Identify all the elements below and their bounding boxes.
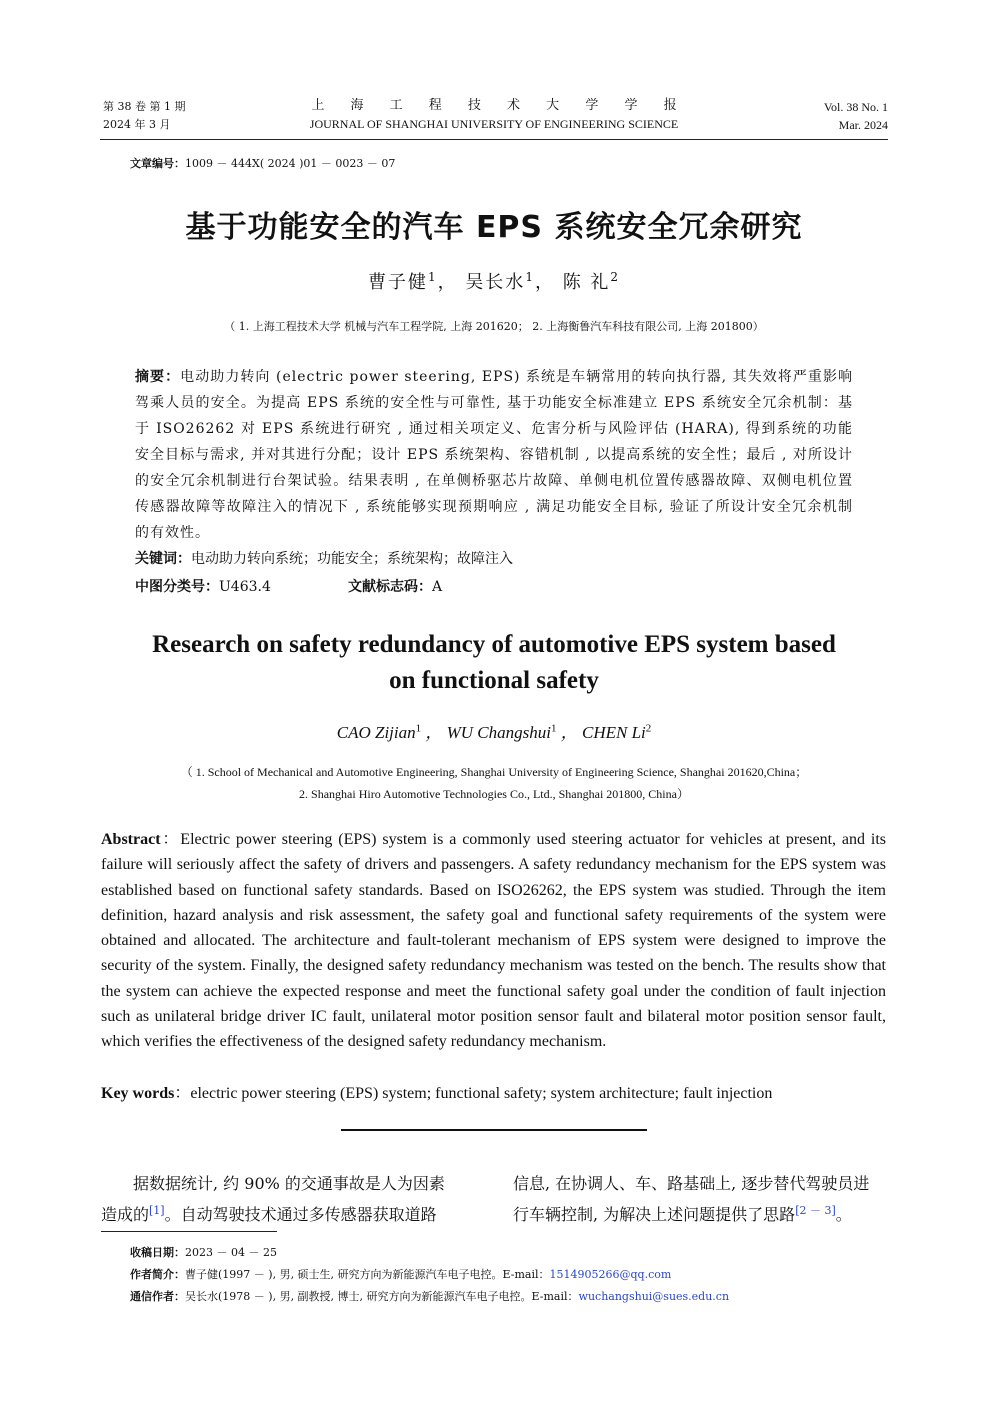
abstract-en bbox=[101, 827, 886, 1055]
footnote-rule bbox=[101, 1231, 277, 1232]
received-label: 收稿日期： bbox=[130, 1246, 185, 1259]
keywords-en-label: Key words bbox=[101, 1085, 175, 1102]
body-line bbox=[101, 1197, 475, 1228]
footnotes bbox=[130, 1242, 729, 1308]
author-cn-aff: 1 bbox=[427, 270, 438, 284]
affiliation-en-line: 2. Shanghai Hiro Automotive Technologies Co., Ltd., Shanghai 201800, China） bbox=[299, 787, 689, 801]
author-sep: ， bbox=[556, 723, 578, 742]
author-sep: ， bbox=[421, 723, 443, 742]
author-en-name: CAO Zijian bbox=[336, 723, 416, 742]
classification-line bbox=[135, 576, 443, 596]
journal-name-cn: 上 海 工 程 技 术 大 学 学 报 bbox=[311, 98, 688, 113]
date-en: Mar. 2024 bbox=[838, 118, 888, 132]
abstract-cn bbox=[135, 364, 853, 546]
keywords-cn-label: 关键词： bbox=[135, 551, 191, 567]
author-en-name: CHEN Li bbox=[581, 723, 646, 742]
header-right bbox=[824, 98, 888, 134]
date-cn: 2024 年 3 月 bbox=[103, 118, 171, 131]
journal-name-en: JOURNAL OF SHANGHAI UNIVERSITY OF ENGINEERING SCIENCE bbox=[309, 117, 679, 131]
citation-link[interactable]: [1] bbox=[149, 1204, 165, 1217]
author-en-name: WU Changshui bbox=[446, 723, 551, 742]
corresponding-email-link[interactable]: wuchangshui@sues.edu.cn bbox=[578, 1290, 730, 1303]
doc-code-value: A bbox=[432, 579, 443, 595]
body-text: 行车辆控制, 为解决上述问题提供了思路 bbox=[513, 1205, 796, 1224]
author-email-link[interactable]: 1514905266@qq.com bbox=[549, 1268, 672, 1281]
body-column-left bbox=[101, 1170, 475, 1228]
author-en-aff: 1 bbox=[415, 722, 422, 735]
section-divider bbox=[341, 1129, 647, 1131]
abstract-cn-label: 摘要： bbox=[135, 369, 181, 385]
author-cn-name: 陈 礼 bbox=[562, 272, 611, 293]
author-bio-label: 作者简介： bbox=[130, 1268, 185, 1281]
footnote-corresponding bbox=[130, 1286, 729, 1308]
keywords-en-colon: ： bbox=[174, 1085, 191, 1102]
abstract-en-colon: ： bbox=[160, 831, 181, 848]
body-column-right bbox=[513, 1170, 887, 1228]
corresponding-label: 通信作者： bbox=[130, 1290, 185, 1303]
affiliations-en bbox=[0, 761, 988, 805]
body-line: 信息, 在协调人、车、路基础上, 逐步替代驾驶员进 bbox=[513, 1174, 870, 1193]
author-sep: ， bbox=[437, 272, 458, 293]
author-cn-aff: 1 bbox=[525, 270, 535, 284]
authors-en bbox=[0, 718, 988, 743]
volume-en: Vol. 38 No. 1 bbox=[823, 100, 888, 114]
abstract-en-text: Electric power steering (EPS) system is a commonly used steering actuator for vehicles at present, and its failure will seriously affect the safety of drivers and passengers. A safety redundancy mechanism for the EPS system was established based on functional safety standards. Based on ISO26262, the EPS system was studied. Through the item definition, hazard analysis and risk assessment, the safety goal and functional safety requirements of the system were obtained and allocated. The architecture and fault-tolerant mechanism of EPS system were designed to improve the security of the system. Finally, the designed safety redundancy mechanism was tested on the bench. The results show that the system can achieve the expected response and meet the functional safety goal under the condition of fault injection such as unilateral bridge driver IC fault, unilateral motor position sensor fault and bilateral motor position sensor fault, which verifies the effectiveness of the designed safety redundancy mechanism. bbox=[101, 831, 886, 1051]
abstract-cn-text: 电动助力转向 (electric power steering, EPS) 系统是车辆常用的转向执行器, 其失效将严重影响驾乘人员的安全。为提高 EPS 系统的安全性与可靠性, 基于功能安全标准建立 EPS 系统安全冗余机制：基于 ISO26262 对 EPS 系统进行研究 , 通过相关项定义、危害分析与风险评估 (HARA), 得到系统的功能安全目标与需求, 并对其进行分配；设计 EPS 系统架构、容错机制 , 以提高系统的安全性；最后 , 对所设计的安全冗余机制进行台架试验。结果表明 , 在单侧桥驱芯片故障、单侧电机位置传感器故障、双侧电机位置传感器故障等故障注入的情况下 , 系统能够实现预期响应 , 满足功能安全目标, 验证了所设计安全冗余机制的有效性。 bbox=[135, 369, 854, 541]
article-number bbox=[130, 155, 395, 171]
article-number-value: 1009 － 444X( 2024 )01 － 0023 － 07 bbox=[185, 157, 396, 170]
citation-link[interactable]: [2 － 3] bbox=[795, 1204, 836, 1217]
author-cn-aff: 2 bbox=[610, 270, 621, 284]
clc-value: U463.4 bbox=[219, 579, 271, 595]
author-cn-name: 吴长水 bbox=[465, 272, 526, 293]
affiliation-en-line: （ 1. School of Mechanical and Automotive Engineering, Shanghai University of Engineering Science, Shanghai 201620,China； bbox=[180, 765, 808, 779]
body-line bbox=[513, 1197, 887, 1228]
title-en-line: Research on safety redundancy of automotive EPS system based bbox=[152, 631, 836, 658]
document-code bbox=[348, 576, 442, 596]
footnote-author bbox=[130, 1264, 729, 1286]
title-en bbox=[0, 627, 988, 699]
article-number-label: 文章编号： bbox=[130, 157, 185, 170]
footnote-received bbox=[130, 1242, 729, 1264]
keywords-cn bbox=[135, 548, 513, 568]
header-rule bbox=[100, 139, 888, 140]
doc-code-label: 文献标志码： bbox=[348, 579, 432, 595]
body-line: 据数据统计, 约 90% 的交通事故是人为因素 bbox=[133, 1174, 445, 1193]
keywords-cn-text: 电动助力转向系统；功能安全；系统架构；故障注入 bbox=[191, 551, 513, 567]
page-header bbox=[0, 96, 988, 140]
author-sep: ， bbox=[534, 272, 555, 293]
corresponding-value: 吴长水(1978 － ), 男, 副教授, 博士, 研究方向为新能源汽车电子电控。E-mail： bbox=[185, 1290, 579, 1303]
abstract-en-label: Abstract bbox=[101, 831, 161, 848]
author-cn-name: 曹子健 bbox=[367, 272, 428, 293]
received-value: 2023 － 04 － 25 bbox=[185, 1246, 277, 1259]
body-text: 。自动驾驶技术通过多传感器获取道路 bbox=[164, 1205, 437, 1224]
title-cn: 基于功能安全的汽车 EPS 系统安全冗余研究 bbox=[185, 210, 803, 245]
title-en-line: on functional safety bbox=[389, 667, 599, 694]
author-bio-value: 曹子健(1997 － ), 男, 硕士生, 研究方向为新能源汽车电子电控。E-mail： bbox=[185, 1268, 550, 1281]
volume-cn: 第 38 卷 第 1 期 bbox=[103, 100, 186, 113]
clc-label: 中图分类号： bbox=[135, 579, 219, 595]
author-en-aff: 2 bbox=[645, 722, 652, 735]
affiliations-cn: （ 1. 上海工程技术大学 机械与汽车工程学院, 上海 201620； 2. 上海衡鲁汽车科技有限公司, 上海 201800） bbox=[224, 320, 764, 333]
authors-cn bbox=[0, 268, 988, 294]
body-text: 。 bbox=[835, 1205, 852, 1224]
keywords-en-text: electric power steering (EPS) system; functional safety; system architecture; fault injection bbox=[190, 1085, 773, 1102]
keywords-en bbox=[101, 1080, 772, 1103]
author-en-aff: 1 bbox=[550, 722, 557, 735]
body-text: 造成的 bbox=[101, 1205, 150, 1224]
